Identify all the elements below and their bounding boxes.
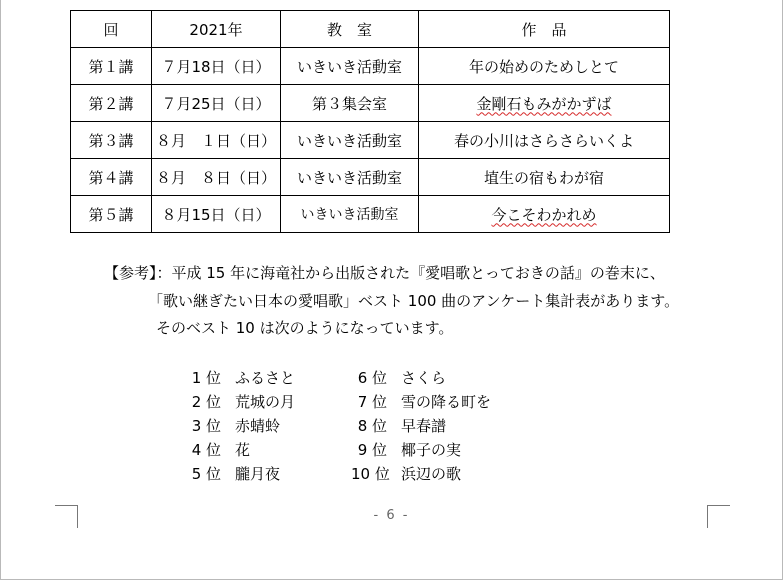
row-work: 埴生の宿もわが宿 [419,159,670,196]
rank-number: 6 位 [357,369,387,387]
list-item-col2 [351,462,461,486]
schedule-table [70,10,670,233]
rank-title: 花 [235,441,251,459]
rank-title: 浜辺の歌 [401,465,462,483]
table-row [71,159,670,196]
header-room: 教 室 [281,11,419,48]
rank-title: 椰子の実 [401,441,462,459]
note-line-3: そのベスト 10 は次のようになっています。 [156,319,454,337]
rank-number: 10 位 [351,465,390,483]
rank-number: 5 位 [191,465,221,483]
table-row [71,48,670,85]
row-no: 第１講 [71,48,152,85]
list-item [185,366,447,390]
table-row [71,196,670,233]
row-date: ８月 ８日（日） [152,159,281,196]
page-number: - 6 - [373,508,410,523]
rank-number: 8 位 [357,417,387,435]
rank-number: 1 位 [191,369,221,387]
row-date: ８月 １日（日） [152,122,281,159]
row-no: 第５講 [71,196,152,233]
row-date: ８月15日（日） [152,196,281,233]
row-no: 第２講 [71,85,152,122]
list-item [185,390,492,414]
row-work: 年の始めのためしとて [419,48,670,85]
rank-title: ふるさと [235,369,296,387]
header-date: 2021年 [152,11,281,48]
ranking-list [185,366,492,486]
rank-title: 雪の降る町を [401,393,492,411]
rank-number: 9 位 [357,441,387,459]
rank-title: さくら [401,369,447,387]
list-item [185,438,462,462]
rank-title: 早春譜 [401,417,447,435]
row-room: 第３集会室 [281,85,419,122]
rank-title: 朧月夜 [235,465,281,483]
list-item [185,414,447,438]
rank-title: 赤蜻蛉 [235,417,281,435]
table-row [71,122,670,159]
rank-number: 4 位 [191,441,221,459]
row-no: 第４講 [71,159,152,196]
row-work-text: 金剛石もみがかずば [476,94,612,113]
row-work [419,196,670,233]
row-date: ７月18日（日） [152,48,281,85]
rank-number: 7 位 [357,393,387,411]
list-item [185,462,462,486]
list-item-col2 [351,390,491,414]
rank-title: 荒城の月 [235,393,296,411]
row-no: 第３講 [71,122,152,159]
list-item-col2 [351,438,461,462]
row-room: いきいき活動室 [281,122,419,159]
note-line-2: 「歌い継ぎたい日本の愛唱歌」ベスト 100 曲のアンケート集計表があります。 [148,292,680,310]
table-row [71,85,670,122]
table-header-row [71,11,670,48]
row-date: ７月25日（日） [152,85,281,122]
rank-number: 2 位 [191,393,221,411]
header-no: 回 [71,11,152,48]
row-room: いきいき活動室 [281,48,419,85]
list-item-col2 [351,414,446,438]
note-line-1: 【参考】：平成 15 年に海竜社から出版された『愛唱歌とっておきの話』の巻末に、 [104,264,665,282]
row-work [419,85,670,122]
row-work: 春の小川はさらさらいくよ [419,122,670,159]
row-room: いきいき活動室 [281,159,419,196]
row-work-text: 今こそわかれめ [491,205,597,224]
list-item-col2 [351,366,446,390]
rank-number: 3 位 [191,417,221,435]
header-work: 作 品 [419,11,670,48]
row-room: いきいき活動室 [281,196,419,233]
